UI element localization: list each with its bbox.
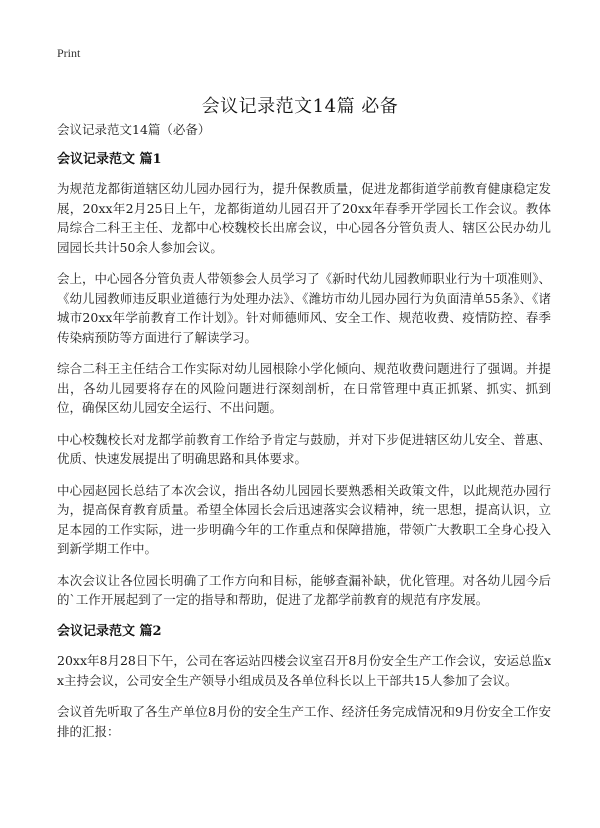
paragraph: 20xx年8月28日下午，公司在客运站四楼会议室召开8月份安全生产工作会议，安运总监xx主持会议，公司安全生产领导小组成员及各单位科长以上干部共15人参加了会议。 [57, 653, 551, 688]
print-link[interactable]: Print [57, 46, 81, 60]
section-1 [57, 150, 551, 610]
paragraph: 为规范龙都街道辖区幼儿园办园行为，提升保教质量，促进龙都街道学前教育健康稳定发展，20xx年2月25日上午，龙都街道幼儿园召开了20xx年春季开学园长工作会议。教体局综合二科王主任、龙都中心校魏校长出席会议，中心园各分管负责人、辖区公民办幼儿园园长共计50余人参加会议。 [57, 181, 551, 255]
paragraph: 会议首先听取了各生产单位8月份的安全生产工作、经济任务完成情况和9月份安全工作安排的汇报： [57, 704, 551, 739]
document-subtitle: 会议记录范文14篇（必备） [57, 122, 211, 137]
paragraph: 会上，中心园各分管负责人带领参会人员学习了《新时代幼儿园教师职业行为十项准则》、《幼儿园教师违反职业道德行为处理办法》、《潍坊市幼儿园办园行为负面清单55条》、《诸城市20xx年学前教育工作计划》。针对师德师风、安全工作、规范收费、疫情防控、春季传染病预防等方面进行了解读学习。 [57, 271, 551, 345]
paragraph: 本次会议让各位园长明确了工作方向和目标，能够查漏补缺，优化管理。对各幼儿园今后的`工作开展起到了一定的指导和帮助，促进了龙都学前教育的规范有序发展。 [57, 572, 551, 607]
section-heading: 会议记录范文 篇2 [57, 623, 162, 639]
document-title: 会议记录范文14篇 必备 [201, 96, 399, 118]
paragraph: 中心园赵园长总结了本次会议，指出各幼儿园园长要熟悉相关政策文件，以此规范办园行为，提高保育教育质量。希望全体园长会后迅速落实会议精神，统一思想，提高认识，立足本园的工作实际，进一步明确今年的工作重点和保障措施，带领广大教职工全身心投入到新学期工作中。 [57, 482, 551, 556]
document-body [57, 120, 551, 753]
paragraph: 中心校魏校长对龙都学前教育工作给予肯定与鼓励，并对下步促进辖区幼儿安全、普惠、优质、快速发展提出了明确思路和具体要求。 [57, 431, 551, 466]
paragraph: 综合二科王主任结合工作实际对幼儿园根除小学化倾向、规范收费问题进行了强调。并提出，各幼儿园要将存在的风险问题进行深刻剖析，在日常管理中真正抓紧、抓实、抓到位，确保区幼儿园安全运行、不出问题。 [57, 361, 551, 415]
section-heading: 会议记录范文 篇1 [57, 151, 162, 167]
section-2 [57, 622, 551, 742]
